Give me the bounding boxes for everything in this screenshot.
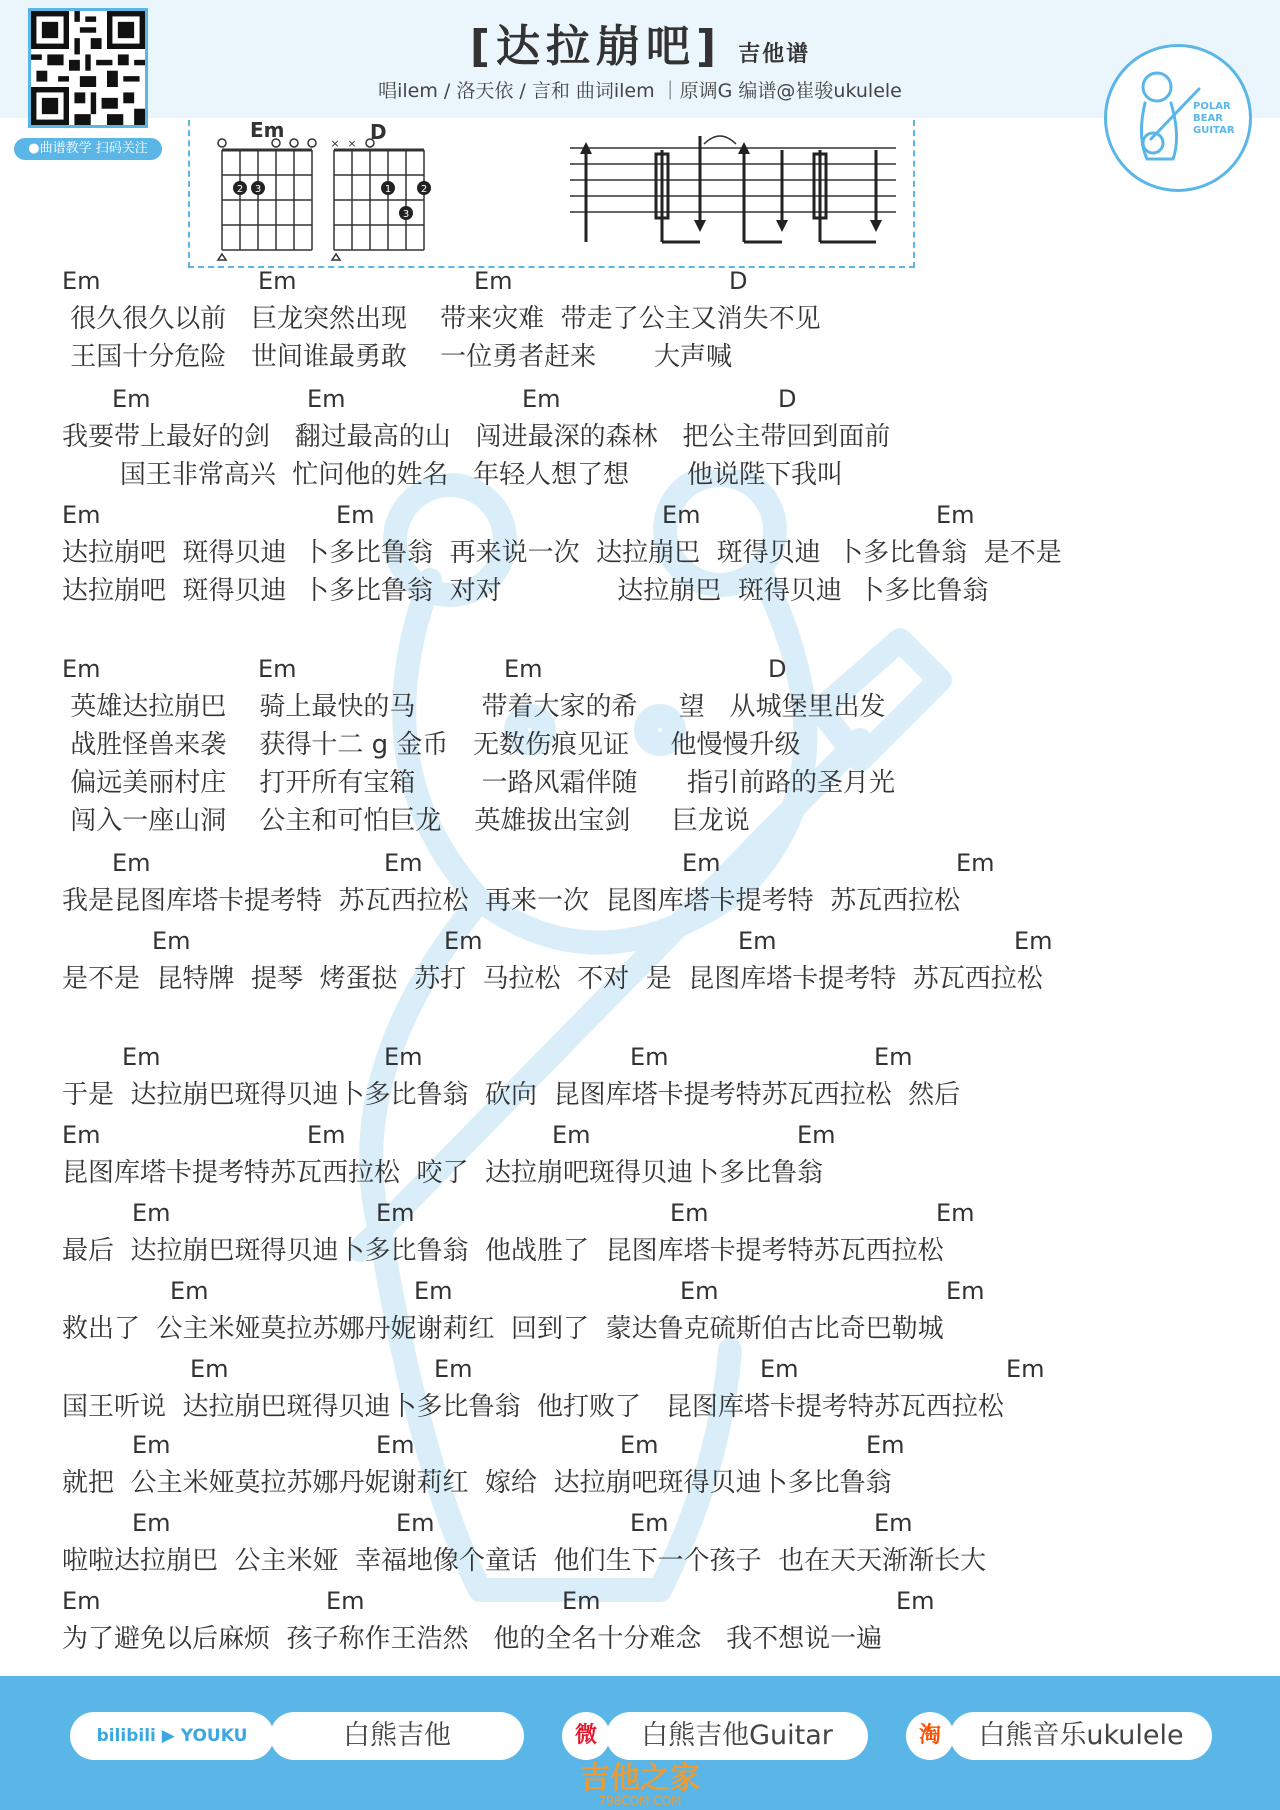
lyric-line: 昆图库塔卡提考特苏瓦西拉松 咬了 达拉崩吧斑得贝迪卜多比鲁翁: [62, 1158, 824, 1188]
chord-symbol: Em: [1006, 1355, 1045, 1383]
chord-symbol: Em: [112, 849, 151, 877]
chord-symbol: Em: [936, 501, 975, 529]
lyric-line: 国王听说 达拉崩巴斑得贝迪卜多比鲁翁 他打败了 昆图库塔卡提考特苏瓦西拉松: [62, 1392, 1004, 1422]
chord-line: [62, 1354, 1242, 1384]
chord-symbol: Em: [444, 927, 483, 955]
svg-text:3: 3: [402, 209, 410, 220]
lyric-line: 王国十分危险 世间谁最勇敢 一位勇者赶来 大声喊: [62, 342, 732, 372]
chord-line: [62, 266, 1242, 296]
chord-symbol: Em: [552, 1121, 591, 1149]
chord-symbol: Em: [474, 267, 513, 295]
chord-symbol: Em: [936, 1199, 975, 1227]
chord-fretboard-icon: [210, 138, 440, 266]
lyric-line: 是不是 昆特牌 提琴 烤蛋挞 苏打 马拉松 不对 是 昆图库塔卡提考特 苏瓦西拉松: [62, 964, 1043, 994]
site-watermark: 吉他之家: [580, 1761, 700, 1796]
chord-diagram-name-em: Em: [250, 118, 285, 142]
lyric-line: 我是昆图库塔卡提考特 苏瓦西拉松 再来一次 昆图库塔卡提考特 苏瓦西拉松: [62, 886, 961, 916]
account-bilibili[interactable]: 白熊吉他: [270, 1712, 524, 1760]
chord-symbol: Em: [384, 1043, 423, 1071]
chord-line: [62, 1586, 1242, 1616]
chord-symbol: Em: [62, 501, 101, 529]
chord-symbol: Em: [190, 1355, 229, 1383]
chord-symbol: Em: [946, 1277, 985, 1305]
footer: [0, 1676, 1280, 1810]
chord-symbol: Em: [62, 1587, 101, 1615]
chord-symbol: Em: [1014, 927, 1053, 955]
chord-line: [62, 1276, 1242, 1306]
account-taobao[interactable]: 白熊音乐ukulele: [950, 1712, 1212, 1760]
chord-symbol: Em: [874, 1509, 913, 1537]
chord-symbol: Em: [258, 267, 297, 295]
chord-symbol: Em: [434, 1355, 473, 1383]
lyric-line: 于是 达拉崩巴斑得贝迪卜多比鲁翁 砍向 昆图库塔卡提考特苏瓦西拉松 然后: [62, 1080, 961, 1110]
chord-symbol: Em: [414, 1277, 453, 1305]
svg-text:1: 1: [384, 184, 392, 195]
svg-text:×: ×: [330, 138, 340, 150]
chord-line: [62, 1042, 1242, 1072]
svg-text:3: 3: [254, 184, 262, 195]
chord-diagram-name-d: D: [370, 120, 387, 144]
chord-symbol: Em: [504, 655, 543, 683]
chord-symbol: Em: [62, 655, 101, 683]
lyric-line: 达拉崩吧 斑得贝迪 卜多比鲁翁 再来说一次 达拉崩巴 斑得贝迪 卜多比鲁翁 是不是: [62, 538, 1062, 568]
lyric-line: 闯入一座山洞 公主和可怕巨龙 英雄拔出宝剑 巨龙说: [62, 806, 750, 836]
chord-line: [62, 926, 1242, 956]
chord-symbol: Em: [376, 1431, 415, 1459]
svg-text:2: 2: [420, 184, 428, 195]
chord-symbol: Em: [630, 1509, 669, 1537]
chord-line: [62, 1430, 1242, 1460]
chord-line: [62, 654, 1242, 684]
credits: 唱ilem / 洛天依 / 言和 曲词ilem ｜原调G 编谱@崔骏ukulele: [378, 80, 902, 102]
sheet-type: 吉他谱: [738, 42, 811, 67]
lyric-line: 很久很久以前 巨龙突然出现 带来灾难 带走了公主又消失不见: [62, 304, 821, 334]
page-title: [0, 10, 1280, 74]
chord-symbol: Em: [896, 1587, 935, 1615]
chord-symbol: Em: [620, 1431, 659, 1459]
chord-symbol: D: [768, 655, 787, 683]
taobao-icon: 淘: [906, 1712, 954, 1760]
strumming-pattern-icon: [570, 130, 896, 260]
site-url: 798COM.COM: [598, 1794, 682, 1808]
chord-symbol: Em: [326, 1587, 365, 1615]
chord-symbol: Em: [152, 927, 191, 955]
chord-line: [62, 1120, 1242, 1150]
lyric-line: 英雄达拉崩巴 骑上最快的马 带着大家的希 望 从城堡里出发: [62, 692, 886, 722]
chord-symbol: Em: [336, 501, 375, 529]
lyric-line: 国王非常高兴 忙问他的姓名 年轻人想了想 他说陛下我叫: [62, 460, 844, 490]
svg-text:2: 2: [236, 184, 244, 195]
qr-label: ●曲谱教学 扫码关注: [14, 138, 162, 160]
svg-text:×: ×: [347, 138, 357, 150]
lyric-line: 救出了 公主米娅莫拉苏娜丹妮谢莉红 回到了 蒙达鲁克硫斯伯古比奇巴勒城: [62, 1314, 944, 1344]
chord-symbol: D: [729, 267, 748, 295]
chord-symbol: Em: [112, 385, 151, 413]
chord-symbol: Em: [797, 1121, 836, 1149]
chord-symbol: D: [778, 385, 797, 413]
polar-bear-logo: [1104, 44, 1252, 192]
chord-symbol: Em: [760, 1355, 799, 1383]
chord-symbol: Em: [662, 501, 701, 529]
lyric-line: 啦啦达拉崩巴 公主米娅 幸福地像个童话 他们生下一个孩子 也在天天渐渐长大: [62, 1546, 987, 1576]
chord-line: [62, 384, 1242, 414]
chord-symbol: Em: [384, 849, 423, 877]
chord-symbol: Em: [682, 849, 721, 877]
weibo-icon: 微: [562, 1712, 610, 1760]
chord-symbol: Em: [132, 1431, 171, 1459]
platform-logos: bilibili ▶ YOUKU: [70, 1712, 274, 1760]
lyric-line: 偏远美丽村庄 打开所有宝箱 一路风霜伴随 指引前路的圣月光: [62, 768, 896, 798]
chord-line: [62, 848, 1242, 878]
chord-symbol: Em: [62, 1121, 101, 1149]
chord-symbol: Em: [122, 1043, 161, 1071]
chord-symbol: Em: [562, 1587, 601, 1615]
lyric-line: 战胜怪兽来袭 获得十二 g 金币 无数伤痕见证 他慢慢升级: [62, 730, 801, 760]
chord-symbol: Em: [680, 1277, 719, 1305]
chord-symbol: Em: [132, 1199, 171, 1227]
lyric-line: 最后 达拉崩巴斑得贝迪卜多比鲁翁 他战胜了 昆图库塔卡提考特苏瓦西拉松: [62, 1236, 944, 1266]
chord-line: [62, 1198, 1242, 1228]
chord-symbol: Em: [866, 1431, 905, 1459]
chord-symbol: Em: [874, 1043, 913, 1071]
chord-symbol: Em: [132, 1509, 171, 1537]
lyric-line: 就把 公主米娅莫拉苏娜丹妮谢莉红 嫁给 达拉崩吧斑得贝迪卜多比鲁翁: [62, 1468, 892, 1498]
chord-line: [62, 1508, 1242, 1538]
logo-text: POLAR BEAR GUITAR: [1193, 101, 1235, 136]
chord-symbol: Em: [258, 655, 297, 683]
chord-symbol: Em: [956, 849, 995, 877]
lyric-line: 达拉崩吧 斑得贝迪 卜多比鲁翁 对对 达拉崩巴 斑得贝迪 卜多比鲁翁: [62, 576, 989, 606]
chord-symbol: Em: [307, 385, 346, 413]
chord-symbol: Em: [630, 1043, 669, 1071]
chord-symbol: Em: [376, 1199, 415, 1227]
lyric-line: 我要带上最好的剑 翻过最高的山 闯进最深的森林 把公主带回到面前: [62, 422, 891, 452]
song-title: [达拉崩吧]: [469, 21, 723, 72]
chord-symbol: Em: [738, 927, 777, 955]
chord-symbol: Em: [307, 1121, 346, 1149]
chord-symbol: Em: [670, 1199, 709, 1227]
chord-symbol: Em: [62, 267, 101, 295]
chord-line: [62, 500, 1242, 530]
lyric-line: 为了避免以后麻烦 孩子称作王浩然 他的全名十分难念 我不想说一遍: [62, 1624, 883, 1654]
chord-symbol: Em: [170, 1277, 209, 1305]
chord-symbol: Em: [396, 1509, 435, 1537]
account-weibo[interactable]: 白熊吉他Guitar: [606, 1712, 868, 1760]
chord-symbol: Em: [522, 385, 561, 413]
